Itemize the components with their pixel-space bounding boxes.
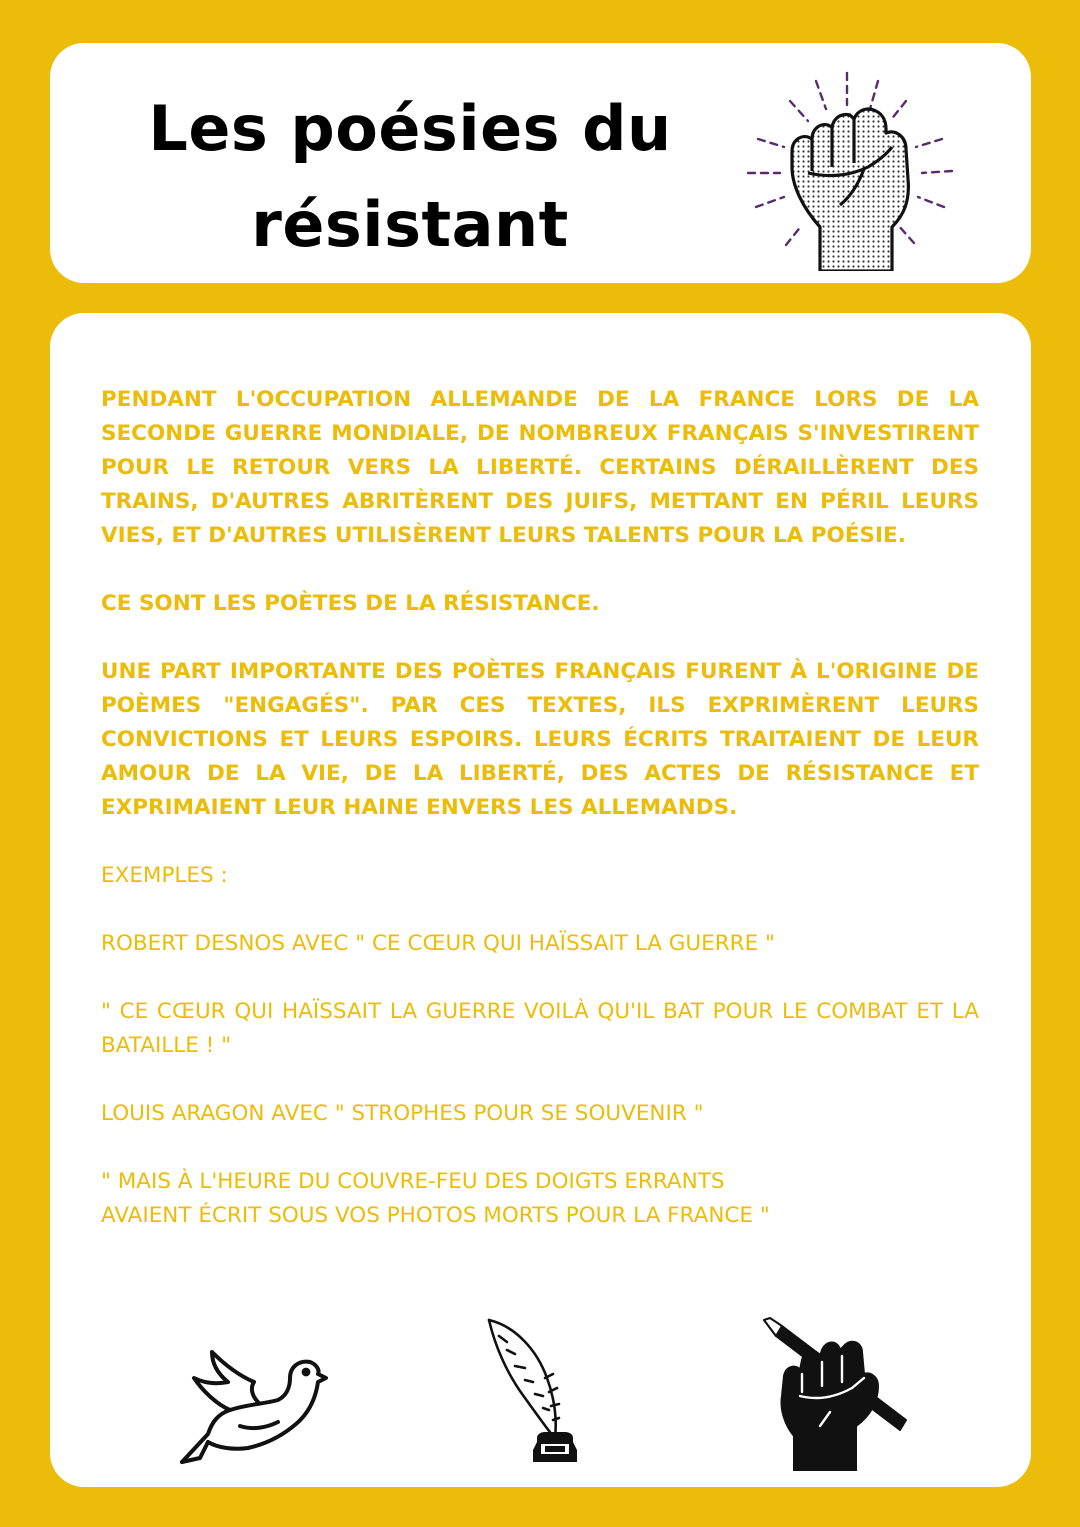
page-title (110, 81, 710, 273)
examples-label: EXEMPLES : (101, 863, 228, 888)
example-2-quote-line-1: " MAIS À L'HEURE DU COUVRE-FEU DES DOIGTS ERRANTS (101, 1169, 725, 1194)
title-line-1: Les poésies du (148, 92, 672, 165)
example-2-quote (101, 1165, 979, 1233)
fist-pencil-icon (760, 1316, 910, 1471)
body-card (50, 313, 1031, 1487)
title-line-2: résistant (251, 188, 569, 261)
quill-inkwell-icon (485, 1316, 585, 1466)
intro-paragraph: PENDANT L'OCCUPATION ALLEMANDE DE LA FRANCE LORS DE LA SECONDE GUERRE MONDIALE, DE NOMBREUX FRANÇAIS S'INVESTIRENT POUR LE RETOUR VERS LA LIBERTÉ. CERTAINS DÉRAILLÈRENT DES TRAINS, D'AUTRES ABRITÈRENT DES JUIFS, METTANT EN PÉRIL LEURS VIES, ET D'AUTRES UTILISÈRENT LEURS TALENTS POUR LA POÉSIE. (101, 387, 979, 548)
example-2-title: LOUIS ARAGON AVEC " STROPHES POUR SE SOUVENIR " (101, 1101, 704, 1126)
example-1-quote: " CE CŒUR QUI HAÏSSAIT LA GUERRE VOILÀ QU'IL BAT POUR LE COMBAT ET LA BATAILLE ! " (101, 999, 979, 1058)
dove-icon (178, 1338, 328, 1468)
raised-fist-icon (746, 59, 956, 271)
content (101, 383, 979, 1267)
statement-paragraph: CE SONT LES POÈTES DE LA RÉSISTANCE. (101, 591, 600, 616)
header-card (50, 43, 1031, 283)
engaged-paragraph: UNE PART IMPORTANTE DES POÈTES FRANÇAIS FURENT À L'ORIGINE DE POÈMES "ENGAGÉS". PAR CES TEXTES, ILS EXPRIMÈRENT LEURS CONVICTIONS ET LEURS ESPOIRS. LEURS ÉCRITS TRAITAIENT DE LEUR AMOUR DE LA VIE, DE LA LIBERTÉ, DES ACTES DE RÉSISTANCE ET EXPRIMAIENT LEUR HAINE ENVERS LES ALLEMANDS. (101, 659, 979, 820)
example-1-title: ROBERT DESNOS AVEC " CE CŒUR QUI HAÏSSAIT LA GUERRE " (101, 931, 775, 956)
example-2-quote-line-2: AVAIENT ÉCRIT SOUS VOS PHOTOS MORTS POUR LA FRANCE " (101, 1203, 770, 1228)
